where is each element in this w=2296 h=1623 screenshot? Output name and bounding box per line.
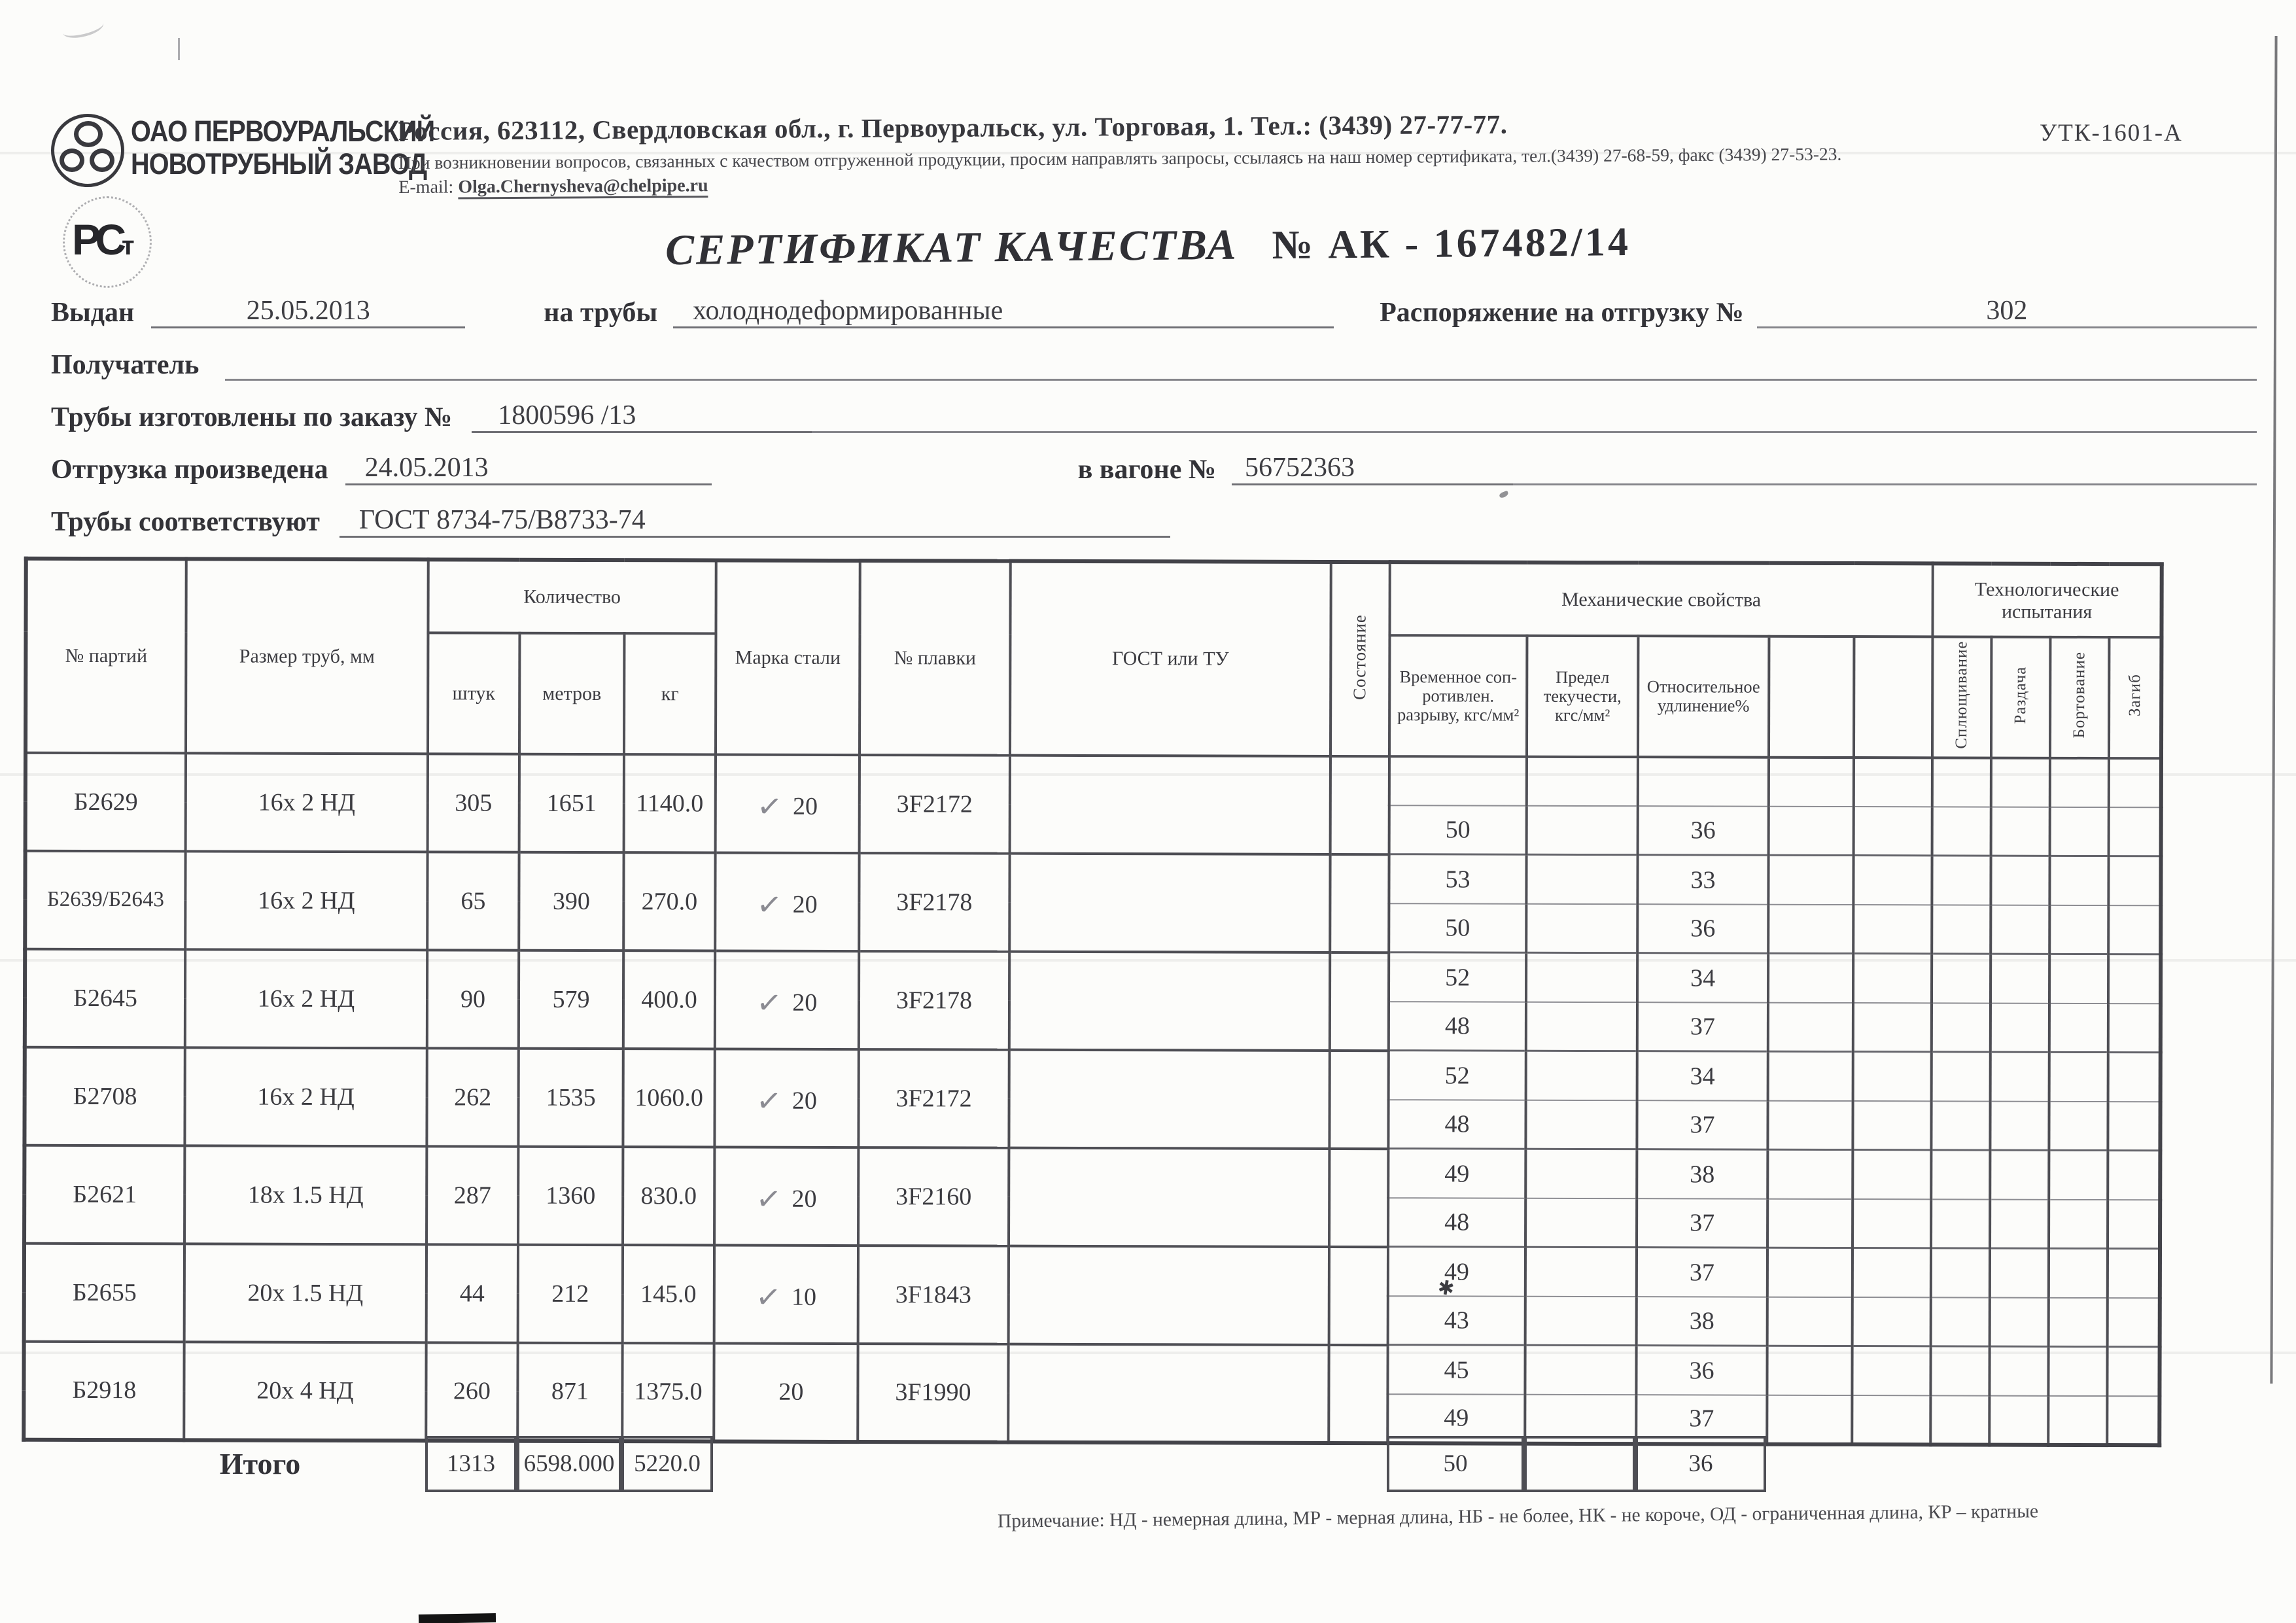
tensile-value: 52 <box>1389 1051 1526 1100</box>
tensile-value: 49 <box>1388 1149 1525 1198</box>
gost-cell <box>1009 1148 1329 1247</box>
state-cell <box>1330 952 1389 1051</box>
size-cell: 16х 2 НД <box>184 1047 426 1146</box>
elongation-value: 37 <box>1637 1248 1767 1297</box>
col-header-state: Состояние <box>1331 562 1390 756</box>
contact-block <box>381 105 2140 198</box>
elongation-value: 33 <box>1637 855 1768 905</box>
company-address: Россия, 623112, Свердловская обл., г. Первоуральск, ул. Торговая, 1. Тел.: (3439) 27-77-77. <box>398 109 1508 147</box>
footnote: Примечание: НД - немерная длина, МР - мерная длина, НБ - не более, НК - не короче, ОД - ограниченная длина, КР – кратные <box>997 1501 2039 1532</box>
pieces-cell: 262 <box>426 1048 518 1146</box>
company-name-line1: ОАО ПЕРВОУРАЛЬСКИЙ <box>131 114 435 148</box>
elongation-value: 38 <box>1637 1149 1767 1199</box>
col-group-quantity: Количество <box>428 559 716 633</box>
elongation-value: 37 <box>1636 1395 1767 1444</box>
pipes-label: на трубы <box>544 298 658 328</box>
tensile-value: 45 <box>1387 1345 1525 1395</box>
kg-cell: 145.0 <box>623 1245 714 1343</box>
shipment-line <box>51 450 2257 485</box>
receiver-label: Получатель <box>51 350 200 380</box>
heat-cell: 3F1843 <box>858 1246 1009 1344</box>
grade-cell: 20 <box>714 1343 858 1442</box>
meters-cell: 1535 <box>518 1049 623 1147</box>
elongation-value: 34 <box>1637 953 1768 1003</box>
pencil-tick <box>178 38 180 60</box>
check-mark-icon: ✓ <box>755 787 784 826</box>
totals-pieces: 1313 <box>425 1436 517 1492</box>
batch-cell: Б2639/Б2643 <box>25 851 185 950</box>
grade-cell: ✓ 20 <box>716 754 860 853</box>
grade-cell: ✓ 20 <box>714 1147 858 1246</box>
col-header-flattening: Сплющивание <box>1932 637 1991 758</box>
tensile-value: 43 <box>1388 1296 1525 1346</box>
gost-cell <box>1009 952 1330 1051</box>
gost-cell <box>1008 1344 1329 1443</box>
grade-cell: ✓ 20 <box>715 852 859 951</box>
order-number-value: 1800596 /13 <box>472 400 812 433</box>
table-row <box>26 753 2161 808</box>
gost-cell <box>1010 756 1331 854</box>
shipped-date-value: 24.05.2013 <box>345 452 712 485</box>
ship-order-value: 302 <box>1757 295 2257 328</box>
tensile-value: 48 <box>1389 1002 1526 1051</box>
kg-cell: 270.0 <box>623 852 715 951</box>
table-row <box>25 851 2161 906</box>
issued-label: Выдан <box>51 298 135 328</box>
elongation-value: 36 <box>1636 1346 1767 1395</box>
pieces-cell: 260 <box>426 1342 517 1440</box>
col-group-mechanical: Механические свойства <box>1389 562 1932 637</box>
grade-cell: ✓ 20 <box>714 1049 858 1147</box>
size-cell: 16х 2 НД <box>185 949 427 1048</box>
col-header-kg: кг <box>624 633 716 754</box>
form-code: УТК-1601-А <box>2040 120 2183 147</box>
check-mark-icon: ✓ <box>754 1278 783 1316</box>
pieces-cell: 90 <box>427 950 519 1048</box>
pipes-type-value: холоднодеформированные <box>673 295 1334 328</box>
totals-kg: 5220.0 <box>621 1436 713 1492</box>
totals-label: Итого <box>219 1447 301 1480</box>
certificate-number: № АК - 167482/14 <box>1272 219 1631 268</box>
col-header-empty1 <box>1769 637 1854 758</box>
col-header-size: Размер труб, мм <box>186 559 428 754</box>
gost-cell <box>1009 1246 1329 1345</box>
col-header-expansion: Раздача <box>1991 637 2050 758</box>
company-name-line2: НОВОТРУБНЫЙ ЗАВОД <box>131 147 427 181</box>
order-line-rule <box>812 431 2257 433</box>
size-cell: 18х 1.5 НД <box>184 1145 426 1244</box>
elongation-value: 37 <box>1637 1100 1767 1150</box>
col-header-bend: Загиб <box>2109 637 2162 758</box>
elongation-value: 36 <box>1637 904 1768 954</box>
meters-cell: 871 <box>517 1343 622 1441</box>
totals-yield <box>1524 1436 1635 1492</box>
shipped-label: Отгрузка произведена <box>51 455 328 485</box>
col-group-technological: Технологические испытания <box>1932 563 2161 637</box>
ship-order-label: Распоряжение на отгрузку № <box>1380 298 1744 328</box>
shipment-line-rule <box>1513 483 2257 485</box>
totals-meters: 6598.000 <box>517 1436 621 1492</box>
heat-cell: 3F1990 <box>858 1344 1008 1442</box>
form-fields <box>51 293 2257 555</box>
table-row <box>24 1342 2159 1397</box>
standard-label: Трубы соответствуют <box>51 507 320 537</box>
totals-elongation: 36 <box>1635 1436 1766 1492</box>
kg-cell: 830.0 <box>623 1147 714 1245</box>
tensile-value: 49 <box>1388 1247 1525 1297</box>
batch-cell: Б2655 <box>24 1244 184 1342</box>
tensile-value: 48 <box>1388 1100 1525 1149</box>
email-address: Olga.Chernysheva@chelpipe.ru <box>458 175 708 199</box>
header <box>51 109 2139 198</box>
heat-cell: 3F2160 <box>858 1147 1009 1246</box>
elongation-value: 38 <box>1637 1297 1767 1346</box>
state-cell <box>1331 756 1389 854</box>
meters-cell: 579 <box>519 951 623 1049</box>
col-header-empty2 <box>1854 637 1933 758</box>
col-header-heat: № плавки <box>860 561 1011 755</box>
tensile-value: 50 <box>1389 903 1526 953</box>
scan-blob <box>419 1613 496 1623</box>
col-header-elongation: Относительное удлинение% <box>1638 636 1769 757</box>
heat-cell: 3F2172 <box>858 1049 1009 1148</box>
check-mark-icon: ✓ <box>754 983 784 1022</box>
size-cell: 20х 4 НД <box>184 1342 426 1440</box>
col-header-meters: метров <box>519 633 624 754</box>
wagon-label: в вагоне № <box>1077 455 1217 485</box>
kg-cell: 1060.0 <box>623 1049 714 1147</box>
tensile-value: 50 <box>1389 805 1527 855</box>
state-cell <box>1329 1345 1387 1443</box>
pieces-cell: 305 <box>428 754 519 852</box>
table-row <box>24 1145 2160 1200</box>
check-mark-icon: ✓ <box>754 1179 783 1218</box>
meters-cell: 212 <box>518 1245 623 1343</box>
col-header-yield: Предел текучести, кгс/мм² <box>1527 636 1638 757</box>
elongation-value: 37 <box>1637 1002 1768 1052</box>
check-mark-icon: ✓ <box>754 1081 784 1120</box>
batch-cell: Б2708 <box>24 1047 184 1146</box>
certificate-table <box>22 557 2164 1447</box>
quality-contact-note: При возникновении вопросов, связанных с качеством отгруженной продукции, просим направлять запросы, ссылаясь на наш номер сертификата, тел.(3439) 27-68-59, факс (3439) 27-53-23. <box>398 143 1842 173</box>
batch-cell: Б2629 <box>26 753 186 852</box>
receiver-value <box>225 379 2257 381</box>
pieces-cell: 44 <box>426 1244 518 1342</box>
state-cell <box>1330 854 1389 952</box>
size-cell: 16х 2 НД <box>185 851 427 950</box>
tensile-value: 48 <box>1388 1198 1525 1248</box>
meters-cell: 1360 <box>518 1147 623 1245</box>
document-title <box>0 210 2296 282</box>
heat-cell: 3F2172 <box>860 755 1010 854</box>
table-row <box>24 1244 2160 1299</box>
tensile-value: 52 <box>1389 952 1526 1002</box>
kg-cell: 1140.0 <box>624 754 716 852</box>
col-header-batch: № партий <box>26 559 186 753</box>
wagon-number-value: 56752363 <box>1232 452 1513 485</box>
table-row <box>25 949 2161 1004</box>
kg-cell: 400.0 <box>623 951 715 1049</box>
order-line <box>51 398 2257 433</box>
gost-cell <box>1009 1050 1329 1149</box>
batch-cell: Б2918 <box>24 1342 184 1440</box>
made-label: Трубы изготовлены по заказу № <box>51 402 453 432</box>
title-text: СЕРТИФИКАТ КАЧЕСТВА <box>665 220 1238 275</box>
receiver-line <box>51 345 2257 381</box>
state-cell <box>1329 1051 1388 1149</box>
col-header-tensile: Временное сопротивлен. разрыву, кгс/мм² <box>1389 635 1527 756</box>
issued-line <box>51 293 2257 328</box>
pipes-logo-icon <box>51 114 124 187</box>
standard-value: ГОСТ 8734-75/В8733-74 <box>339 504 1170 538</box>
kg-cell: 1375.0 <box>622 1343 714 1441</box>
col-header-flanging: Бортование <box>2050 637 2109 758</box>
totals-gap <box>713 1436 1387 1492</box>
batch-cell: Б2621 <box>24 1145 184 1244</box>
size-cell: 16х 2 НД <box>186 753 428 852</box>
heat-cell: 3F2178 <box>859 853 1009 952</box>
tensile-value: 49 <box>1387 1394 1525 1444</box>
gost-cell <box>1009 854 1330 952</box>
totals-row <box>23 1436 1766 1492</box>
totals-tensile: 50 <box>1387 1436 1524 1492</box>
col-header-pieces: штук <box>428 633 519 754</box>
col-header-grade: Марка стали <box>716 560 860 754</box>
tensile-value: 53 <box>1389 854 1526 904</box>
pieces-cell: 65 <box>427 852 519 950</box>
table-row <box>25 1047 2161 1102</box>
rst-certification-stamp-icon: РСт <box>63 196 152 288</box>
elongation-value: 34 <box>1637 1051 1768 1101</box>
check-mark-icon: ✓ <box>754 885 784 924</box>
grade-cell: ✓ 20 <box>715 951 859 1049</box>
elongation-value: 37 <box>1637 1198 1767 1248</box>
ink-star-mark: ✱ <box>1436 1276 1456 1300</box>
elongation-value: 36 <box>1638 806 1769 856</box>
batch-cell: Б2645 <box>25 949 185 1048</box>
heat-cell: 3F2178 <box>859 951 1009 1050</box>
standard-line <box>51 502 2257 538</box>
issued-date-value: 25.05.2013 <box>151 295 465 328</box>
pencil-scribble <box>61 15 105 42</box>
meters-cell: 1651 <box>519 754 624 852</box>
size-cell: 20х 1.5 НД <box>184 1244 426 1342</box>
state-cell <box>1329 1247 1388 1345</box>
state-cell <box>1329 1149 1388 1247</box>
pieces-cell: 287 <box>426 1146 518 1244</box>
meters-cell: 390 <box>519 852 623 951</box>
email-label: E-mail: <box>398 177 454 198</box>
col-header-gost: ГОСТ или ТУ <box>1010 561 1331 756</box>
grade-cell: ✓ 10 <box>714 1245 858 1344</box>
